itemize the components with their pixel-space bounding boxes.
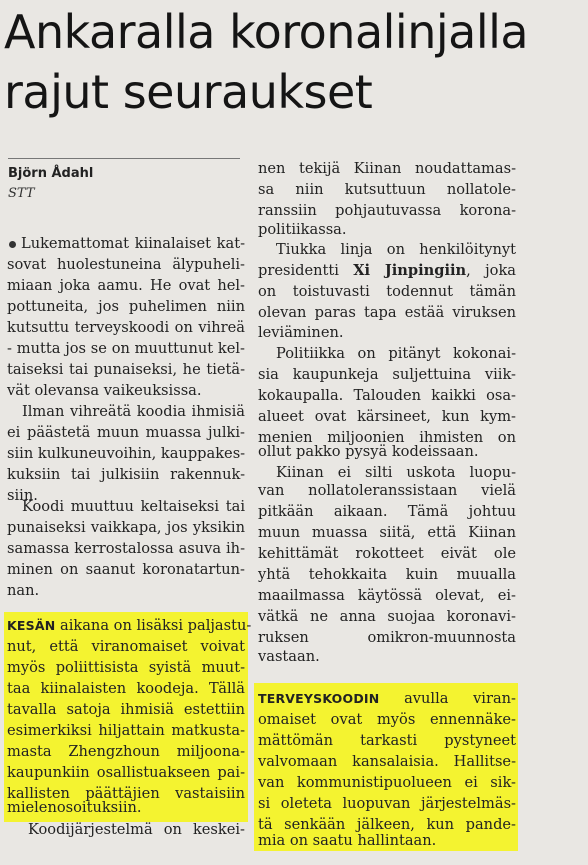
article-line: taa kiinalaisten koodeja. Tällä — [7, 680, 245, 697]
article-line: olevan paras tapa estää viruksen — [258, 304, 516, 321]
article-line: KESÄN aikana on lisäksi paljastu- — [7, 617, 252, 634]
headline-line-2: rajut seuraukset — [4, 65, 373, 119]
article-line: pitkään aikaan. Tämä johtuu — [258, 503, 516, 520]
article-line: presidentti Xi Jinpingiin, joka — [258, 262, 516, 279]
article-line: minen on saanut koronatartun- — [7, 561, 245, 578]
article-line: alueet ovat kärsineet, kun kym- — [258, 408, 516, 425]
article-line: ranssiin pohjautuvassa korona- — [258, 202, 516, 219]
article-line: nut, että viranomaiset voivat — [7, 638, 245, 655]
byline-rule — [8, 158, 240, 159]
article-line: ruksen omikron-muunnosta — [258, 629, 516, 646]
article-line: nen tekijä Kiinan noudattamas- — [258, 160, 516, 177]
article-line: Lukemattomat kiinalaiset kat- — [9, 233, 245, 254]
article-line: sa niin kutsuttuun nollatole- — [258, 181, 516, 198]
article-line: kaupunkiin osallistuakseen pai- — [7, 764, 245, 781]
article-line: leviäminen. — [258, 324, 344, 341]
article-line: tä senkään jälkeen, kun pande- — [258, 816, 516, 833]
article-line: omaiset ovat myös ennennäke- — [258, 711, 516, 728]
article-line: valvomaan kansalaisia. Hallitse- — [258, 753, 516, 770]
article-line: van nollatoleranssistaan vielä — [258, 482, 516, 499]
article-line: ollut pakko pysyä kodeissaan. — [258, 443, 479, 460]
article-line: punaiseksi vaikkapa, jos yksikin — [7, 519, 245, 536]
article-line: Kiinan ei silti uskota luopu- — [276, 464, 516, 481]
article-line: esimerkiksi hiljattain matkusta- — [7, 722, 245, 739]
article-line: maailmassa käytössä olevat, ei- — [258, 587, 516, 604]
article-line: Ilman vihreätä koodia ihmisiä — [22, 403, 245, 420]
article-line: Koodijärjestelmä on keskei- — [28, 821, 245, 838]
article-line: mättömän tarkasti pystyneet — [258, 732, 516, 749]
article-line: van kommunistipuolueen ei sik- — [258, 774, 516, 791]
article-line: siin. — [7, 487, 38, 504]
article-line: si oleteta luopuvan järjestelmäs- — [258, 795, 516, 812]
article-line: ei päästetä muun muassa julki- — [7, 424, 245, 441]
article-line: vastaan. — [258, 648, 320, 665]
article-line: mia on saatu hallintaan. — [258, 832, 437, 849]
article-line: nan. — [7, 582, 40, 599]
article-line: siin kulkuneuvoihin, kauppakes- — [7, 445, 246, 462]
article-line: kallisten päättäjien vastaisiin — [7, 785, 245, 802]
article-line: kuksiin tai julkisiin rakennuk- — [7, 466, 245, 483]
article-line: mielenosoituksiin. — [7, 799, 142, 816]
article-line: vätkä ne anna suojaa koronavi- — [258, 608, 516, 625]
article-line: samassa kerrostalossa asuva ih- — [7, 540, 245, 557]
article-line: muun muassa siitä, että Kiinan — [258, 524, 516, 541]
headline — [4, 2, 588, 122]
article-line: sovat huolestuneina älypuheli- — [7, 256, 245, 273]
article-line: masta Zhengzhoun miljoona- — [7, 743, 245, 760]
article-line: - mutta jos se on muuttunut kel- — [7, 340, 245, 357]
article-line: sia kaupunkeja suljettuina viik- — [258, 366, 516, 383]
agency: STT — [8, 186, 35, 201]
headline-line-1: Ankaralla koronalinjalla — [4, 5, 529, 59]
article-line: vät olevansa vaikeuksissa. — [7, 382, 202, 399]
article-line: miaan joka aamu. He ovat hel- — [7, 277, 245, 294]
article-line: kehittämät rokotteet eivät ole — [258, 545, 516, 562]
article-line: pottuneita, jos puhelimen niin — [7, 298, 245, 315]
article-line: yhtä tehokkaita kuin muualla — [258, 566, 516, 583]
section-lead-terveyskoodin: TERVEYSKOODIN — [258, 691, 380, 706]
article-line: taiseksi tai punaiseksi, he tietä- — [7, 361, 245, 378]
section-lead-kesan: KESÄN — [7, 618, 56, 633]
article-line: kutsuttu terveyskoodi on vihreä — [7, 319, 245, 336]
article-line: Koodi muuttuu keltaiseksi tai — [22, 498, 245, 515]
article-line: menien miljoonien ihmisten on — [258, 429, 516, 446]
bullet-icon — [9, 241, 16, 248]
article-line: tavalla satoja ihmisiä estettiin — [7, 701, 245, 718]
article-line: TERVEYSKOODIN avulla viran- — [258, 690, 516, 707]
author: Björn Ådahl — [8, 166, 94, 181]
article-line: kokaupalla. Talouden kaikki osa- — [258, 387, 516, 404]
article-line: on toistuvasti todennut tämän — [258, 283, 516, 300]
article-line: politiikassa. — [258, 221, 347, 238]
article-line: Tiukka linja on henkilöitynyt — [276, 241, 516, 258]
article-line: myös poliittisista syistä muut- — [7, 659, 245, 676]
article-line: Politiikka on pitänyt kokonai- — [276, 345, 516, 362]
name-xi-jinping: Xi Jinpingiin — [353, 262, 467, 279]
